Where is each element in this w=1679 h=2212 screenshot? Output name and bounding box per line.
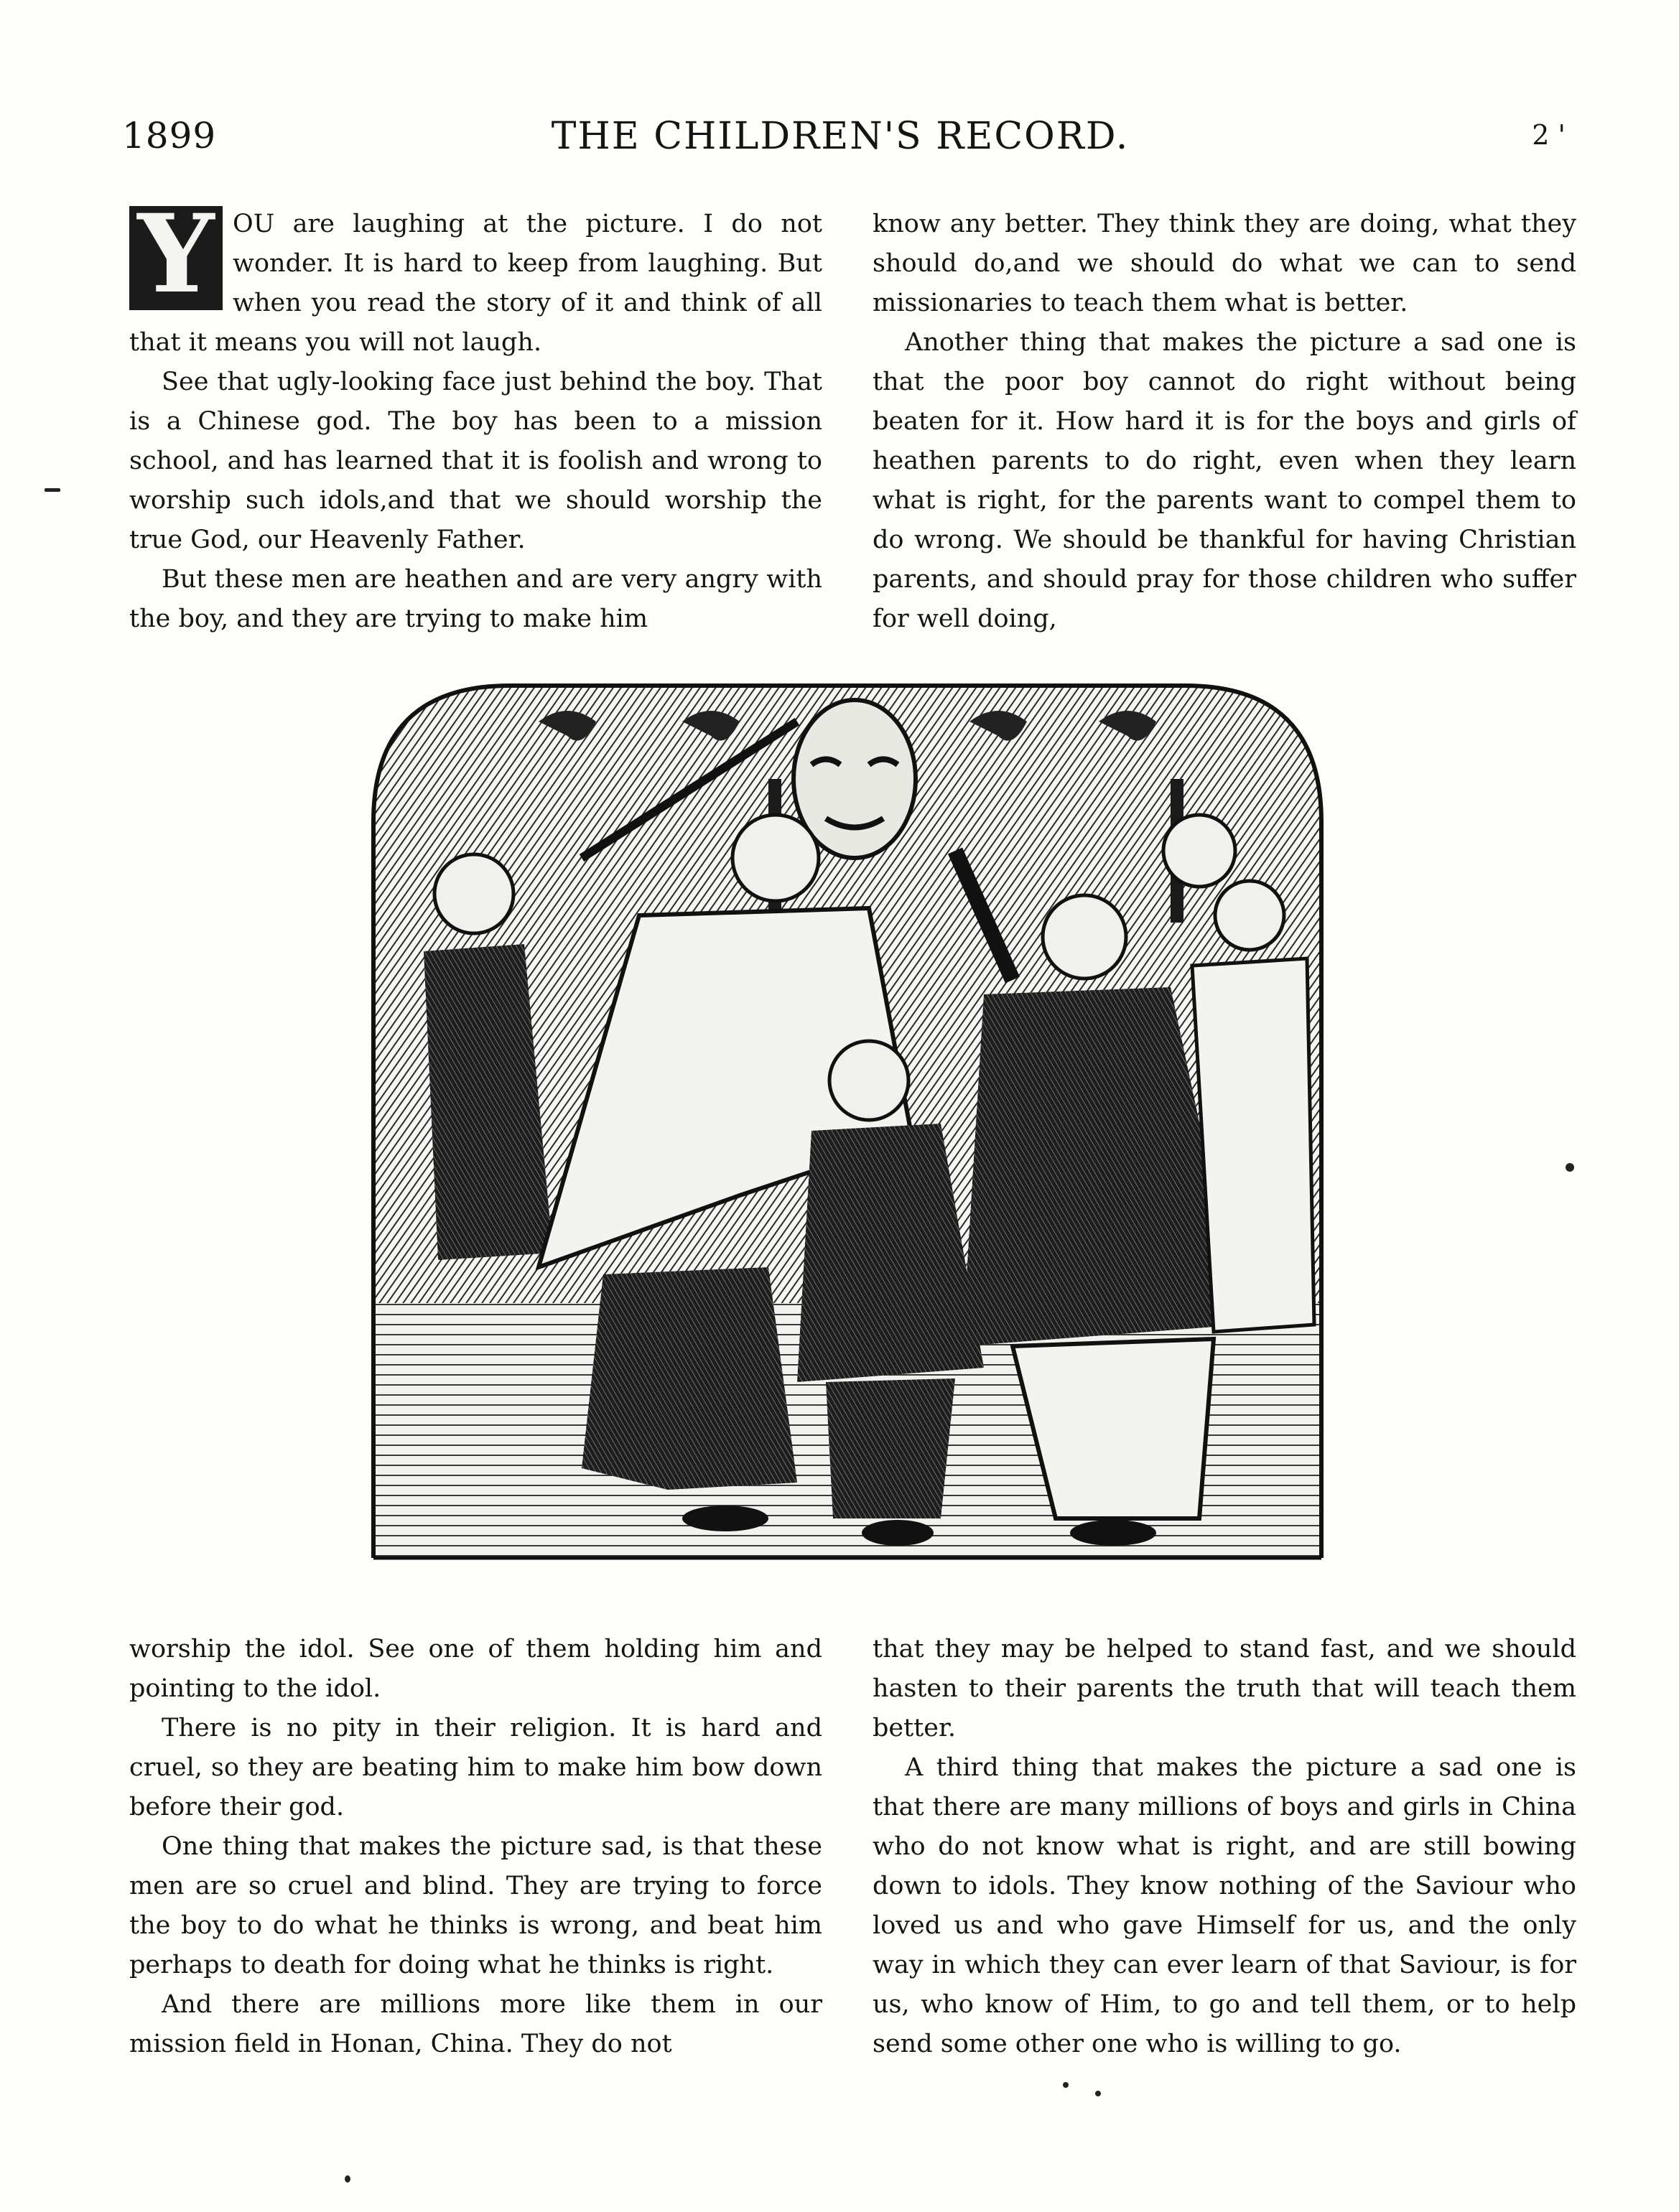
dropcap xyxy=(129,191,223,317)
header-year: 1899 xyxy=(122,115,217,157)
paragraph: But these men are heathen and are very angry with the boy, and they are trying to make him xyxy=(129,565,822,633)
column-bottom-left xyxy=(129,1630,822,2064)
continued-paragraph: worship the idol. See one of them holding him and pointing to the idol. xyxy=(129,1635,822,1703)
print-speck xyxy=(1095,2091,1101,2096)
column-top-left xyxy=(129,191,822,639)
opening-paragraph xyxy=(129,191,822,363)
header-title: THE CHILDREN'S RECORD. xyxy=(551,115,1130,158)
print-speck xyxy=(1566,1163,1574,1172)
illustration-svg xyxy=(366,678,1329,1565)
column-top-right xyxy=(873,205,1576,639)
print-speck xyxy=(45,488,60,492)
continued-paragraph: that they may be helped to stand fast, and we should hasten to their parents the truth that will teach them better. xyxy=(873,1635,1576,1742)
dropcap-letter: Y xyxy=(137,191,215,317)
engraving-illustration xyxy=(366,678,1329,1565)
paragraph: There is no pity in their religion. It is hard and cruel, so they are beating him to make him bow down before their god. xyxy=(129,1714,822,1821)
paragraph: A third thing that makes the picture a sad one is that there are many millions of boys and girls in China who do not know what is right, and are still bowing down to idols. They know nothing of the Saviour who loved us and who gave Himself for us, and the only way in which they can ever learn of that Saviour, is for us, who know of Him, to go and tell them, or to help send some other one who is willing to go. xyxy=(873,1753,1576,2058)
column-bottom-right xyxy=(873,1630,1576,2064)
continued-paragraph: know any better. They think they are doing, what they should do,and we should do what we can to send missionaries to teach them what is better. xyxy=(873,210,1576,317)
print-speck xyxy=(1063,2082,1069,2088)
paragraph: Another thing that makes the picture a sad one is that the poor boy cannot do right without being beaten for it. How hard it is for the boys and girls of heathen parents to do right, even when they learn what is right, for the parents want to compel them to do wrong. We should be thankful for having Christian parents, and should pray for those children who suffer for well doing, xyxy=(873,328,1576,633)
paragraph: And there are millions more like them in our mission field in Honan, China. They do not xyxy=(129,1990,822,2058)
page-header xyxy=(122,115,1566,172)
opening-text: OU are laughing at the picture. I do not wonder. It is hard to keep from laughing. But when you read the story of it and think of all that it means you will not laugh. xyxy=(129,210,822,357)
header-page-number: 2 ' xyxy=(1532,119,1566,151)
paragraph: One thing that makes the picture sad, is that these men are so cruel and blind. They are trying to force the boy to do what he thinks is wrong, and beat him perhaps to death for doing what he thinks is right. xyxy=(129,1832,822,1979)
print-speck xyxy=(345,2175,350,2183)
engraving-scene xyxy=(366,678,1329,1565)
paragraph: See that ugly-looking face just behind the boy. That is a Chinese god. The boy has been to a mission school, and has learned that it is foolish and wrong to worship such idols,and that we should worship the true God, our Heavenly Father. xyxy=(129,368,822,554)
